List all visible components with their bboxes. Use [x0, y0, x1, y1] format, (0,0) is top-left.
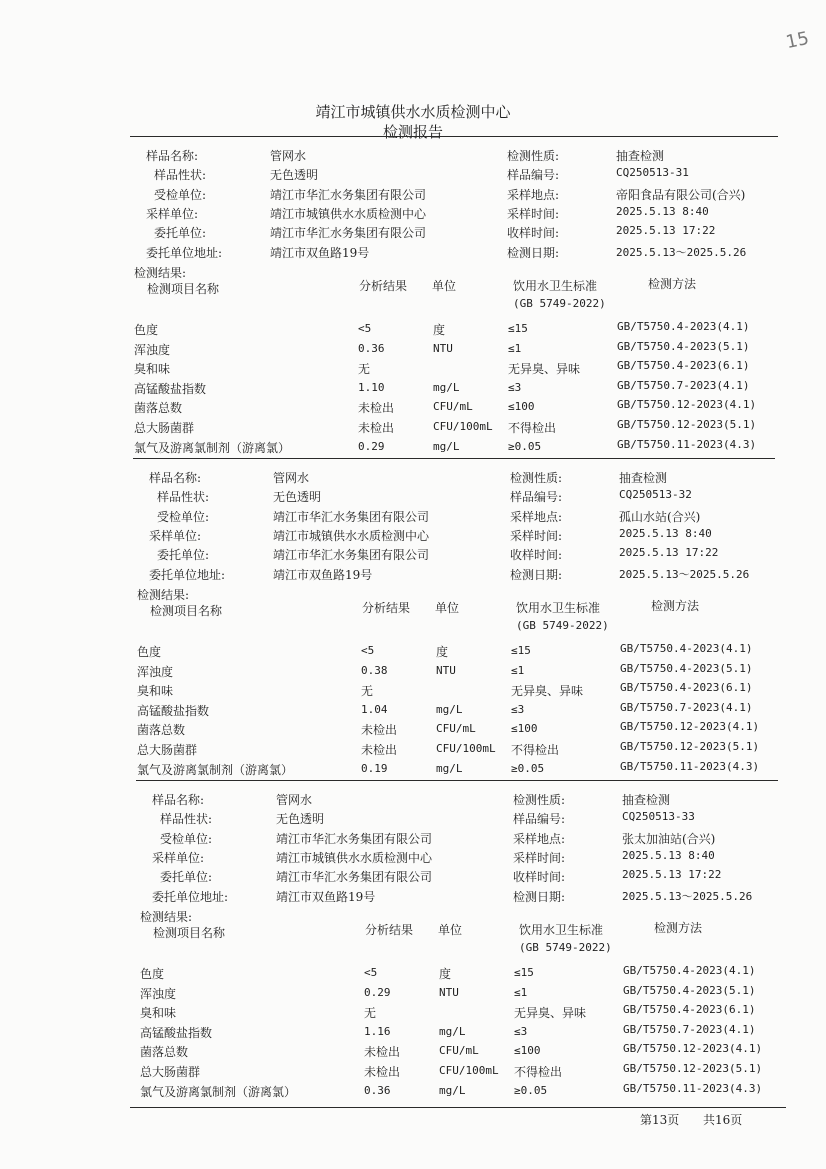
info-label-sample-state: 样品性状:: [160, 812, 213, 827]
cell-unit: NTU: [433, 341, 453, 355]
info-label-sample-state: 样品性状:: [157, 490, 210, 505]
info-label-client-address: 委托单位地址:: [146, 245, 223, 260]
info-label-sampling-unit: 采样单位:: [146, 206, 199, 221]
cell-standard: ≥0.05: [511, 761, 545, 775]
info-label-inspected-unit: 受检单位:: [154, 187, 207, 202]
info-value-nature: 抽查检测: [616, 149, 665, 163]
cell-unit: mg/L: [436, 761, 463, 775]
info-label-sample-no: 样品编号:: [507, 168, 560, 183]
info-value-nature: 抽查检测: [622, 793, 671, 807]
cell-result: 0.36: [358, 341, 385, 355]
info-value-inspected-unit: 靖江市华汇水务集团有限公司: [270, 187, 427, 202]
info-label-sampling-unit: 采样单位:: [152, 850, 205, 865]
cell-method: GB/T5750.4-2023(6.1): [623, 1003, 756, 1017]
cell-unit: 度: [436, 645, 449, 659]
info-label-sampling-site: 采样地点:: [507, 187, 560, 202]
col-header-result: 分析结果: [359, 279, 408, 293]
cell-standard: ≥0.05: [508, 439, 542, 453]
cell-standard: 不得检出: [511, 743, 560, 757]
info-label-nature: 检测性质:: [513, 793, 566, 807]
info-label-nature: 检测性质:: [510, 471, 563, 485]
info-value-inspected-unit: 靖江市华汇水务集团有限公司: [273, 509, 430, 524]
cell-unit: CFU/100mL: [433, 420, 493, 433]
cell-result: 1.04: [361, 702, 388, 716]
cell-method: GB/T5750.12-2023(5.1): [620, 740, 760, 753]
info-value-sampling-unit: 靖江市城镇供水水质检测中心: [276, 850, 433, 865]
info-label-inspected-unit: 受检单位:: [160, 831, 213, 846]
cell-standard: ≤15: [514, 966, 534, 979]
cell-method: GB/T5750.12-2023(5.1): [617, 418, 757, 431]
cell-item: 高锰酸盐指数: [134, 381, 207, 396]
info-value-sample-no: CQ250513-31: [616, 166, 689, 180]
page-total: 共16页: [703, 1113, 743, 1127]
info-label-sample-no: 样品编号:: [513, 812, 566, 827]
col-header-standard-code: (GB 5749-2022): [513, 297, 606, 310]
col-header-standard-code: (GB 5749-2022): [519, 941, 612, 954]
info-value-test-date: 2025.5.13～2025.5.26: [622, 889, 753, 903]
cell-result: 0.29: [364, 985, 391, 999]
info-label-sample-name: 样品名称:: [152, 793, 205, 807]
cell-result: 1.10: [358, 380, 385, 394]
cell-standard: 不得检出: [508, 421, 557, 435]
info-value-client-address: 靖江市双鱼路19号: [270, 245, 370, 260]
cell-unit: mg/L: [433, 439, 460, 453]
cell-standard: 无异臭、异味: [514, 1006, 587, 1021]
org-title: 靖江市城镇供水水质检测中心: [315, 103, 511, 121]
cell-result: 无: [358, 362, 371, 377]
info-label-client-unit: 委托单位:: [157, 548, 210, 563]
cell-method: GB/T5750.7-2023(4.1): [620, 700, 753, 714]
info-value-receive-time: 2025.5.13 17:22: [619, 546, 719, 560]
cell-unit: CFU/100mL: [439, 1064, 499, 1077]
cell-standard: 无异臭、异味: [508, 362, 581, 377]
cell-result: 0.19: [361, 761, 388, 775]
cell-item: 总大肠菌群: [134, 421, 195, 435]
cell-item: 氯气及游离氯制剂（游离氯）: [134, 440, 291, 455]
cell-result: 未检出: [358, 401, 395, 416]
cell-item: 菌落总数: [137, 723, 186, 738]
info-label-nature: 检测性质:: [507, 149, 560, 163]
info-value-sample-state: 无色透明: [273, 490, 322, 505]
col-header-method: 检测方法: [654, 921, 703, 935]
col-header-unit: 单位: [432, 279, 457, 293]
section-rule: [136, 780, 778, 781]
info-value-test-date: 2025.5.13～2025.5.26: [619, 567, 750, 581]
info-value-sampling-time: 2025.5.13 8:40: [622, 848, 715, 862]
info-value-inspected-unit: 靖江市华汇水务集团有限公司: [276, 831, 433, 846]
info-label-sample-name: 样品名称:: [146, 149, 199, 163]
cell-standard: ≤1: [508, 341, 522, 355]
cell-item: 浑浊度: [134, 342, 171, 357]
col-header-standard: 饮用水卫生标准: [519, 923, 604, 937]
results-title: 检测结果:: [140, 910, 193, 924]
cell-item: 臭和味: [137, 684, 174, 699]
cell-standard: 不得检出: [514, 1065, 563, 1079]
info-label-sampling-unit: 采样单位:: [149, 528, 202, 543]
info-value-client-unit: 靖江市华汇水务集团有限公司: [273, 548, 430, 563]
results-title: 检测结果:: [134, 266, 187, 280]
info-label-inspected-unit: 受检单位:: [157, 509, 210, 524]
cell-unit: NTU: [439, 985, 459, 999]
info-label-test-date: 检测日期:: [507, 245, 560, 260]
info-value-sampling-site: 帝阳食品有限公司(合兴): [616, 187, 746, 202]
info-value-sampling-site: 张太加油站(合兴): [622, 831, 716, 846]
cell-unit: CFU/mL: [436, 722, 476, 736]
info-label-sampling-time: 采样时间:: [510, 528, 563, 543]
info-label-sampling-time: 采样时间:: [513, 850, 566, 865]
info-label-receive-time: 收样时间:: [513, 870, 566, 885]
info-value-client-unit: 靖江市华汇水务集团有限公司: [270, 226, 427, 241]
info-label-client-address: 委托单位地址:: [149, 567, 226, 582]
col-header-method: 检测方法: [651, 599, 700, 613]
section-rule: [130, 136, 778, 137]
cell-unit: 度: [433, 323, 446, 337]
cell-method: GB/T5750.4-2023(4.1): [617, 320, 750, 333]
cell-method: GB/T5750.4-2023(6.1): [617, 359, 750, 373]
cell-result: 无: [361, 684, 374, 699]
info-label-client-unit: 委托单位:: [160, 870, 213, 885]
info-label-receive-time: 收样时间:: [507, 226, 560, 241]
cell-item: 菌落总数: [134, 401, 183, 416]
info-label-sampling-time: 采样时间:: [507, 206, 560, 221]
info-value-client-unit: 靖江市华汇水务集团有限公司: [276, 870, 433, 885]
info-value-sampling-time: 2025.5.13 8:40: [619, 526, 712, 540]
info-label-sampling-site: 采样地点:: [513, 831, 566, 846]
cell-standard: ≤3: [511, 702, 525, 716]
info-value-sample-name: 管网水: [276, 793, 313, 807]
info-value-sample-state: 无色透明: [270, 168, 319, 183]
cell-standard: ≤100: [514, 1044, 541, 1058]
cell-standard: ≤3: [508, 380, 522, 394]
info-label-test-date: 检测日期:: [510, 567, 563, 582]
cell-result: 未检出: [361, 723, 398, 738]
col-header-unit: 单位: [438, 923, 463, 937]
cell-unit: mg/L: [436, 702, 463, 716]
info-value-sampling-time: 2025.5.13 8:40: [616, 204, 709, 218]
info-value-sampling-unit: 靖江市城镇供水水质检测中心: [273, 528, 430, 543]
cell-unit: 度: [439, 967, 452, 981]
cell-item: 浑浊度: [137, 664, 174, 679]
results-title: 检测结果:: [137, 588, 190, 602]
cell-method: GB/T5750.4-2023(5.1): [623, 983, 756, 997]
cell-method: GB/T5750.12-2023(4.1): [620, 720, 760, 734]
cell-unit: NTU: [436, 663, 456, 677]
info-value-client-address: 靖江市双鱼路19号: [276, 889, 376, 904]
cell-standard: ≤100: [508, 400, 535, 414]
cell-method: GB/T5750.7-2023(4.1): [623, 1022, 756, 1036]
cell-unit: mg/L: [439, 1024, 466, 1038]
cell-method: GB/T5750.12-2023(5.1): [623, 1062, 763, 1075]
cell-result: <5: [361, 644, 375, 657]
cell-standard: ≤1: [511, 663, 525, 677]
cell-result: 0.36: [364, 1083, 391, 1097]
cell-item: 总大肠菌群: [137, 743, 198, 757]
info-label-sample-state: 样品性状:: [154, 168, 207, 183]
cell-method: GB/T5750.4-2023(5.1): [620, 661, 753, 675]
info-value-sample-no: CQ250513-32: [619, 488, 692, 502]
info-value-sample-name: 管网水: [270, 149, 307, 163]
info-label-receive-time: 收样时间:: [510, 548, 563, 563]
cell-standard: ≤15: [508, 322, 528, 335]
cell-unit: CFU/mL: [433, 400, 473, 414]
cell-result: 未检出: [364, 1045, 401, 1060]
info-value-sample-state: 无色透明: [276, 812, 325, 827]
cell-standard: ≤1: [514, 985, 528, 999]
cell-method: GB/T5750.11-2023(4.3): [620, 759, 760, 773]
cell-standard: 无异臭、异味: [511, 684, 584, 699]
doc-title: 检测报告: [382, 123, 443, 141]
col-header-standard: 饮用水卫生标准: [513, 279, 598, 293]
info-label-client-unit: 委托单位:: [154, 226, 207, 241]
info-value-nature: 抽查检测: [619, 471, 668, 485]
col-header-result: 分析结果: [362, 601, 411, 615]
col-header-unit: 单位: [435, 601, 460, 615]
info-label-test-date: 检测日期:: [513, 889, 566, 904]
cell-item: 臭和味: [140, 1006, 177, 1021]
cell-item: 菌落总数: [140, 1045, 189, 1060]
info-label-client-address: 委托单位地址:: [152, 889, 229, 904]
col-header-item: 检测项目名称: [150, 604, 223, 618]
info-label-sample-name: 样品名称:: [149, 471, 202, 485]
cell-item: 高锰酸盐指数: [140, 1025, 213, 1040]
cell-result: 无: [364, 1006, 377, 1021]
cell-result: 未检出: [364, 1065, 401, 1079]
info-value-test-date: 2025.5.13～2025.5.26: [616, 245, 747, 259]
cell-item: 总大肠菌群: [140, 1065, 201, 1079]
cell-item: 氯气及游离氯制剂（游离氯）: [137, 762, 294, 777]
info-value-sample-name: 管网水: [273, 471, 310, 485]
cell-result: 0.38: [361, 663, 388, 677]
info-value-receive-time: 2025.5.13 17:22: [622, 868, 722, 882]
cell-standard: ≥0.05: [514, 1083, 548, 1097]
cell-result: 未检出: [361, 743, 398, 757]
col-header-standard-code: (GB 5749-2022): [516, 619, 609, 632]
cell-method: GB/T5750.12-2023(4.1): [617, 398, 757, 412]
col-header-item: 检测项目名称: [147, 282, 220, 296]
cell-item: 臭和味: [134, 362, 171, 377]
cell-method: GB/T5750.4-2023(4.1): [620, 642, 753, 655]
cell-method: GB/T5750.11-2023(4.3): [623, 1081, 763, 1095]
col-header-method: 检测方法: [648, 277, 697, 291]
footer-rule: [130, 1107, 786, 1108]
cell-unit: mg/L: [439, 1083, 466, 1097]
cell-method: GB/T5750.4-2023(6.1): [620, 681, 753, 695]
info-value-sampling-unit: 靖江市城镇供水水质检测中心: [270, 206, 427, 221]
cell-item: 高锰酸盐指数: [137, 703, 210, 718]
cell-result: <5: [364, 966, 378, 979]
cell-method: GB/T5750.12-2023(4.1): [623, 1042, 763, 1056]
col-header-result: 分析结果: [365, 923, 414, 937]
info-value-sampling-site: 孤山水站(合兴): [619, 509, 701, 524]
cell-method: GB/T5750.4-2023(4.1): [623, 964, 756, 977]
cell-result: 未检出: [358, 421, 395, 435]
cell-result: 0.29: [358, 439, 385, 453]
cell-result: 1.16: [364, 1024, 391, 1038]
section-rule: [133, 458, 775, 459]
col-header-item: 检测项目名称: [153, 926, 226, 940]
cell-item: 色度: [140, 967, 165, 981]
cell-standard: ≤100: [511, 722, 538, 736]
page-current: 第13页: [640, 1113, 680, 1127]
cell-item: 色度: [137, 645, 162, 659]
cell-item: 浑浊度: [140, 986, 177, 1001]
info-label-sample-no: 样品编号:: [510, 490, 563, 505]
handwritten-page-mark: 15: [784, 27, 811, 54]
cell-unit: mg/L: [433, 380, 460, 394]
cell-method: GB/T5750.4-2023(5.1): [617, 339, 750, 353]
col-header-standard: 饮用水卫生标准: [516, 601, 601, 615]
cell-result: <5: [358, 322, 372, 335]
cell-method: GB/T5750.7-2023(4.1): [617, 378, 750, 392]
cell-unit: CFU/mL: [439, 1044, 479, 1058]
cell-standard: ≤15: [511, 644, 531, 657]
cell-method: GB/T5750.11-2023(4.3): [617, 437, 757, 451]
cell-item: 色度: [134, 323, 159, 337]
cell-item: 氯气及游离氯制剂（游离氯）: [140, 1084, 297, 1099]
cell-standard: ≤3: [514, 1024, 528, 1038]
cell-unit: CFU/100mL: [436, 742, 496, 755]
info-value-receive-time: 2025.5.13 17:22: [616, 224, 716, 238]
info-value-sample-no: CQ250513-33: [622, 810, 695, 824]
info-value-client-address: 靖江市双鱼路19号: [273, 567, 373, 582]
info-label-sampling-site: 采样地点:: [510, 509, 563, 524]
